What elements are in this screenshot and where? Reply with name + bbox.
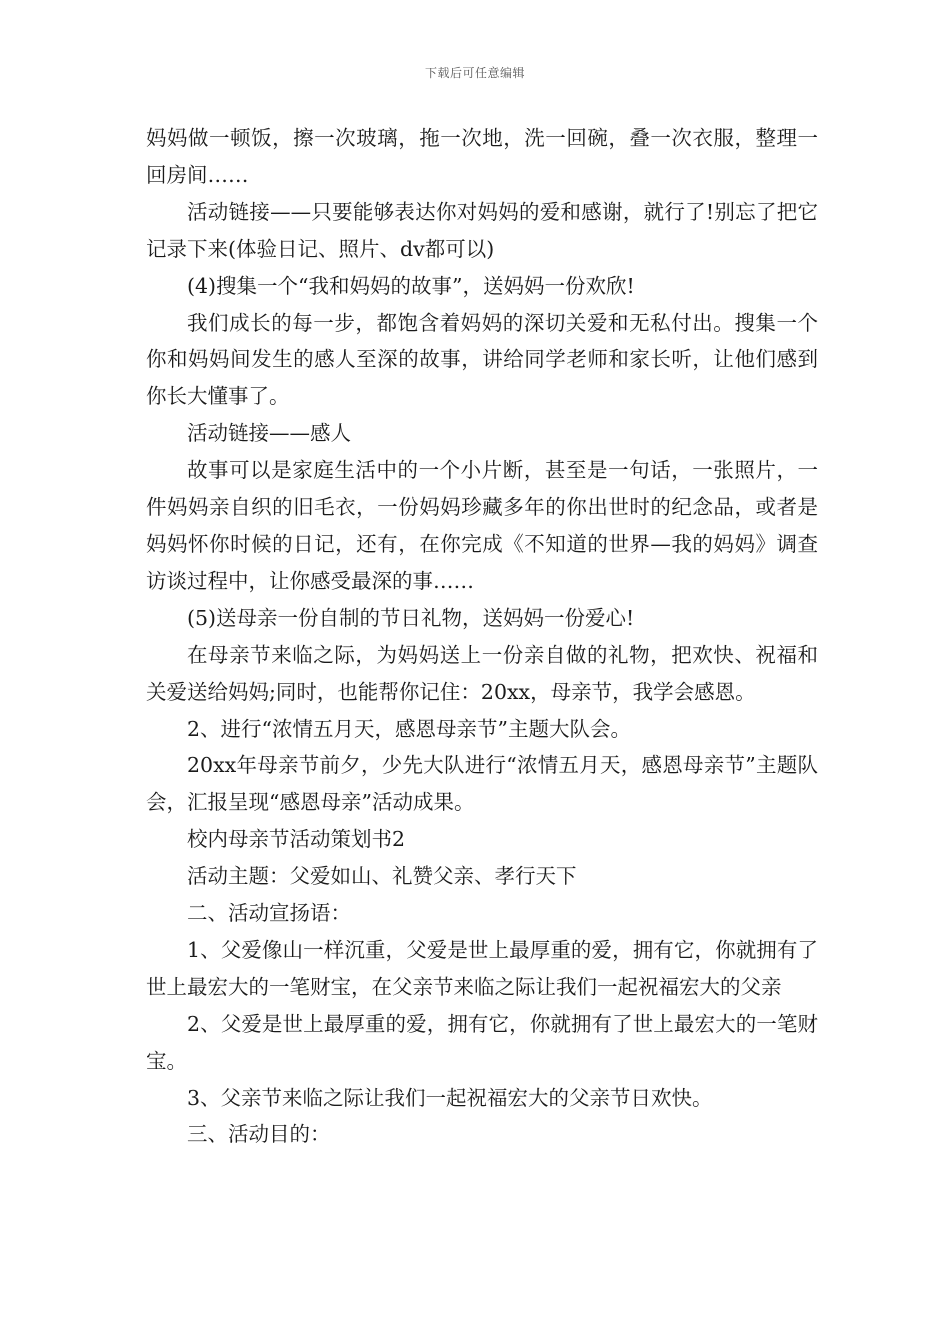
header-note: 下载后可任意编辑 xyxy=(424,66,525,80)
section-title: 校内母亲节活动策划书2 xyxy=(187,827,406,852)
section-heading: 二、活动宣扬语： xyxy=(187,901,351,926)
paragraph: 活动链接——感人 xyxy=(187,421,351,446)
paragraph: 2、进行“浓情五月天，感恩母亲节”主题大队会。 xyxy=(187,716,632,741)
document-body xyxy=(146,120,818,1153)
paragraph: 2、父爱是世上最厚重的爱，拥有它，你就拥有了世上最宏大的一笔财宝。 xyxy=(146,1011,818,1073)
paragraph: 3、父亲节来临之际让我们一起祝福宏大的父亲节日欢快。 xyxy=(187,1085,713,1110)
paragraph: (4)搜集一个“我和妈妈的故事”，送妈妈一份欢欣! xyxy=(187,273,635,298)
paragraph: 活动链接——只要能够表达你对妈妈的爱和感谢，就行了!别忘了把它记录下来(体验日记、照片、dv都可以) xyxy=(146,199,818,261)
paragraph: 故事可以是家庭生活中的一个小片断，甚至是一句话，一张照片，一件妈妈亲自织的旧毛衣，一份妈妈珍藏多年的你出世时的纪念品，或者是妈妈怀你时候的日记，还有，在你完成《不知道的世界—我的妈妈》调查访谈过程中，让你感受最深的事…… xyxy=(146,458,818,593)
paragraph: 妈妈做一顿饭，擦一次玻璃，拖一次地，洗一回碗，叠一次衣服，整理一回房间…… xyxy=(146,126,818,187)
paragraph: 我们成长的每一步，都饱含着妈妈的深切关爱和无私付出。搜集一个你和妈妈间发生的感人至深的故事，讲给同学老师和家长听，让他们感到你长大懂事了。 xyxy=(146,310,818,409)
section-heading: 三、活动目的： xyxy=(187,1122,331,1147)
paragraph: 1、父爱像山一样沉重，父爱是世上最厚重的爱，拥有它，你就拥有了世上最宏大的一笔财宝，在父亲节来临之际让我们一起祝福宏大的父亲 xyxy=(146,937,818,999)
paragraph: (5)送母亲一份自制的节日礼物，送妈妈一份爱心! xyxy=(187,605,635,630)
paragraph: 20xx年母亲节前夕，少先大队进行“浓情五月天，感恩母亲节”主题队会，汇报呈现“感恩母亲”活动成果。 xyxy=(146,753,818,815)
paragraph: 活动主题：父爱如山、礼赞父亲、孝行天下 xyxy=(187,864,577,889)
paragraph: 在母亲节来临之际，为妈妈送上一份亲自做的礼物，把欢快、祝福和关爱送给妈妈;同时，也能帮你记住：20xx，母亲节，我学会感恩。 xyxy=(146,642,818,704)
